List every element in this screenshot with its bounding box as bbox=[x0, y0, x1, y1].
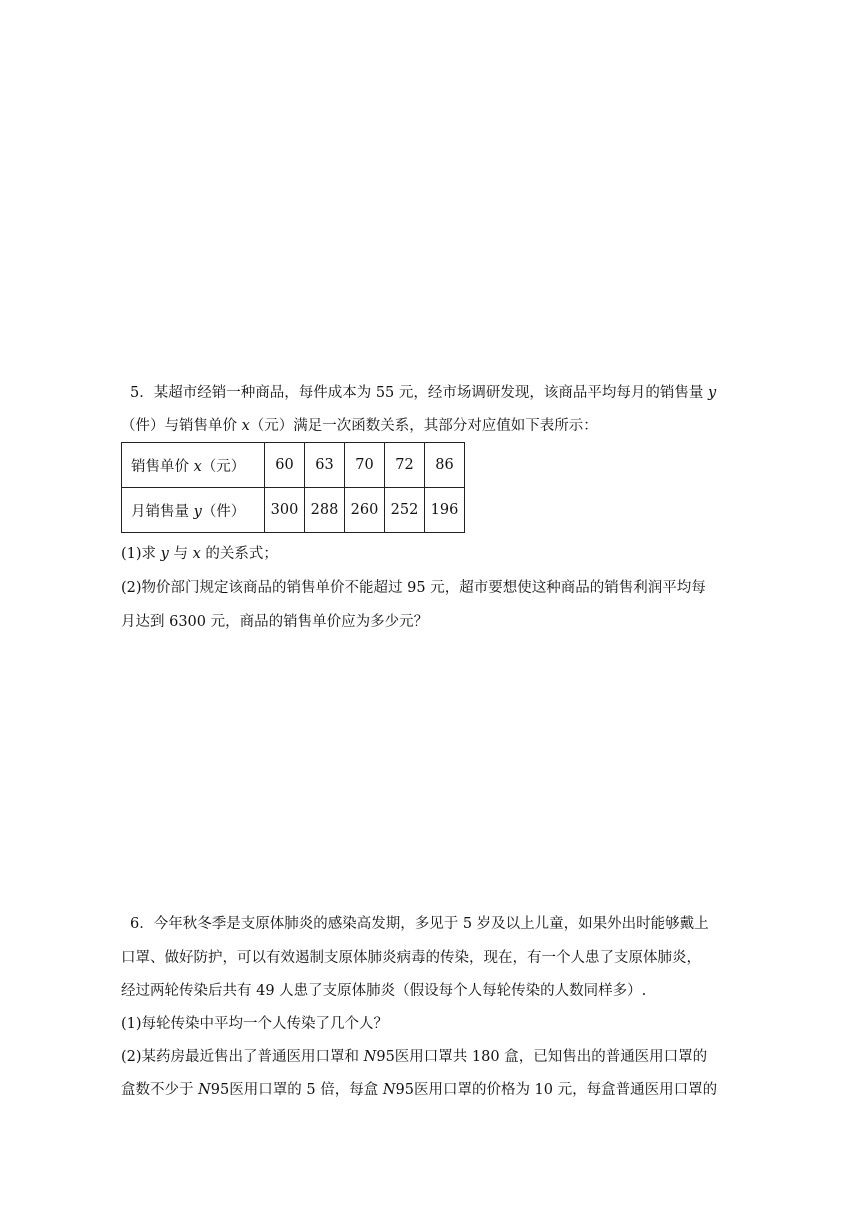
q6-stem-line-2: 口罩、做好防护，可以有效遏制支原体肺炎病毒的传染，现在，有一个人患了支原体肺炎， bbox=[121, 950, 701, 966]
var-n: N bbox=[198, 1082, 211, 1098]
q5-stem-line-2 bbox=[121, 416, 598, 436]
var-x: x bbox=[193, 458, 202, 475]
q6-part-1: (1)每轮传染中平均一个人传染了几个人？ bbox=[121, 1016, 389, 1032]
table-cell: 300 bbox=[265, 488, 305, 533]
q5-stem-text: （件）与销售单价 bbox=[121, 418, 242, 434]
part-text: (1)求 bbox=[121, 546, 161, 562]
q5-value-table bbox=[121, 442, 465, 533]
part-text: (2)某药房最近售出了普通医用口罩和 bbox=[121, 1049, 364, 1065]
table-cell: 86 bbox=[425, 443, 465, 488]
label-text: 月销售量 bbox=[131, 503, 194, 520]
q5-part-2-line-2: 月达到 6300 元，商品的销售单价应为多少元？ bbox=[121, 614, 429, 630]
table-cell: 70 bbox=[345, 443, 385, 488]
table-cell: 72 bbox=[385, 443, 425, 488]
label-text: 销售单价 bbox=[131, 458, 194, 475]
part-text: 盒数不少于 bbox=[121, 1082, 199, 1098]
var-y: y bbox=[160, 546, 169, 562]
q5-stem-line-1 bbox=[130, 383, 716, 403]
table-row bbox=[122, 443, 465, 488]
var-x: x bbox=[241, 418, 250, 434]
table-row-label bbox=[122, 443, 265, 488]
label-text: （元） bbox=[201, 458, 246, 475]
var-n: N bbox=[363, 1049, 377, 1065]
q5-stem-text: （元）满足一次函数关系，其部分对应值如下表所示： bbox=[249, 418, 598, 434]
part-text: 95医用口罩的 5 倍，每盒 bbox=[210, 1082, 383, 1098]
var-y: y bbox=[193, 503, 202, 520]
label-text: （件） bbox=[201, 503, 246, 520]
var-n: N bbox=[382, 1082, 396, 1098]
table-cell: 260 bbox=[345, 488, 385, 533]
q5-part-2-line-1: (2)物价部门规定该商品的销售单价不能超过 95 元，超市要想使这种商品的销售利润平均每 bbox=[121, 580, 706, 596]
table-row bbox=[122, 488, 465, 533]
table-row-label bbox=[122, 488, 265, 533]
table-cell: 63 bbox=[305, 443, 345, 488]
table-cell: 252 bbox=[385, 488, 425, 533]
q6-part-2-line-2 bbox=[121, 1080, 717, 1100]
q6-part-2-line-1 bbox=[121, 1047, 707, 1067]
var-x: x bbox=[192, 546, 201, 562]
q6-stem-line-1: 6．今年秋冬季是支原体肺炎的感染高发期，多见于 5 岁及以上儿童，如果外出时能够戴上 bbox=[130, 916, 709, 932]
part-text: 的关系式； bbox=[200, 546, 278, 562]
var-y: y bbox=[708, 385, 717, 401]
part-text: 95医用口罩共 180 盒，已知售出的普通医用口罩的 bbox=[376, 1049, 708, 1065]
q5-part-1 bbox=[121, 544, 278, 564]
part-text: 95医用口罩的价格为 10 元，每盒普通医用口罩的 bbox=[395, 1082, 718, 1098]
table-cell: 288 bbox=[305, 488, 345, 533]
table-cell: 60 bbox=[265, 443, 305, 488]
q6-stem-line-3: 经过两轮传染后共有 49 人患了支原体肺炎（假设每个人每轮传染的人数同样多）. bbox=[121, 983, 647, 999]
part-text: 与 bbox=[168, 546, 193, 562]
q5-stem-text: 5．某超市经销一种商品，每件成本为 55 元，经市场调研发现，该商品平均每月的销售量 bbox=[130, 385, 708, 401]
table-cell: 196 bbox=[425, 488, 465, 533]
